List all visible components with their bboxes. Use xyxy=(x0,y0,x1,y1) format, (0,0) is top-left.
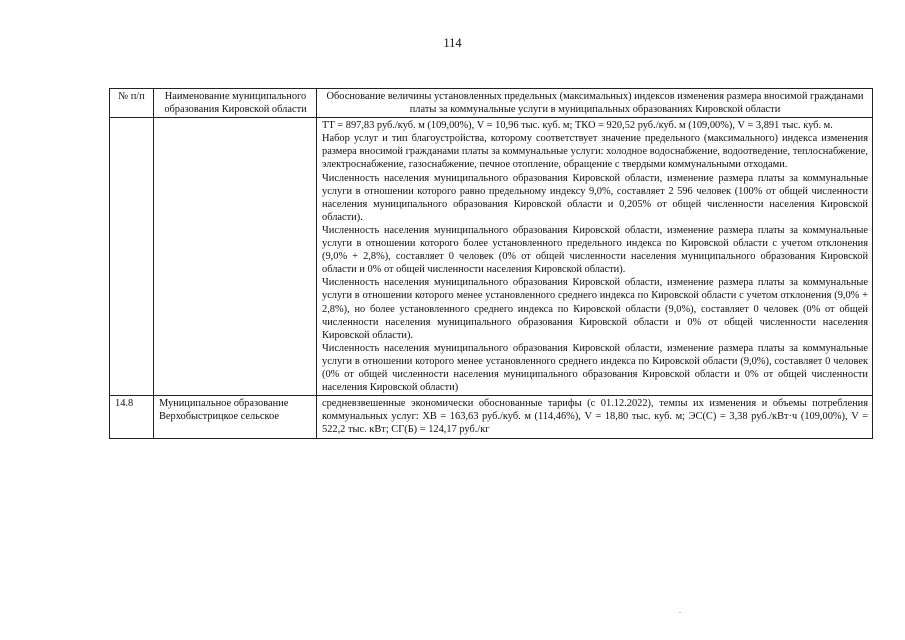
scan-mark xyxy=(679,612,681,613)
page-number: 114 xyxy=(443,36,462,50)
table-row xyxy=(110,396,873,439)
table-row xyxy=(110,118,873,396)
header-justification: Обоснование величины установленных предельных (максимальных) индексов изменения размера вносимой гражданами платы за коммунальные услуги в муниципальных образованиях Кировской области xyxy=(317,89,873,118)
paragraph-population-between: Численность населения муниципального образования Кировской области, изменение размера платы за коммунальные услуги в отношении которого менее установленного среднего индекса по Кировской области с учетом отклонения (9,0% + 2,8%), но более установленного среднего индекса по Кировской области (9,0%), составляет 0 человек (0% от общей численности населения муниципального образования Кировской области и 0% от общей численности населения Кировской области). xyxy=(322,277,868,341)
justification-cell xyxy=(317,396,873,439)
header-number: № п/п xyxy=(110,89,154,118)
tariff-index-table xyxy=(109,88,873,439)
municipality-cell xyxy=(154,396,317,439)
municipality-name: Муниципальное образование Верхобыстрицкое сельское xyxy=(159,398,289,423)
header-municipality: Наименование муниципального образования Кировской области xyxy=(154,89,317,118)
paragraph-tariffs: средневзвешенные экономически обоснованные тарифы (с 01.12.2022), темпы их изменения и объемы потребления коммунальных услуг: ХВ = 163,63 руб./куб. м (114,46%), V = 18,80 тыс. куб. м; ЭС(С) = 3,38 руб./кВт·ч (109,00%), V = 522,2 тыс. кВт; СГ(Б) = 124,17 руб./кг xyxy=(322,398,868,436)
row-number-cell xyxy=(110,118,154,396)
justification-cell xyxy=(317,118,873,396)
municipality-cell xyxy=(154,118,317,396)
paragraph-population-below: Численность населения муниципального образования Кировской области, изменение размера платы за коммунальные услуги в отношении которого менее установленного среднего индекса по Кировской области (9,0%), составляет 0 человек (0% от общей численности населения муниципального образования Кировской области и 0% от общей численности населения Кировской области) xyxy=(322,342,868,394)
paragraph-population-above: Численность населения муниципального образования Кировской области, изменение размера платы за коммунальные услуги в отношении которого более установленного предельного индекса по Кировской области с учетом отклонения (9,0% + 2,8%), составляет 0 человек (0% от общей численности населения муниципального образования Кировской области и 0% от общей численности населения Кировской области). xyxy=(322,224,868,276)
table-header-row xyxy=(110,89,873,118)
paragraph-services: Набор услуг и тип благоустройства, которому соответствует значение предельного (максимального) индекса изменения размера вносимой гражданами платы за коммунальные услуги: холодное водоснабжение, водоотведение, теплоснабжение, электроснабжение, газоснабжение, печное отопление, обращение с твердыми коммунальными отходами. xyxy=(322,133,868,171)
paragraph-tariffs: ТТ = 897,83 руб./куб. м (109,00%), V = 10,96 тыс. куб. м; ТКО = 920,52 руб./куб. м (109,00%), V = 3,891 тыс. куб. м. xyxy=(322,120,833,132)
row-number-cell: 14.8 xyxy=(110,396,154,439)
paragraph-population-equal: Численность населения муниципального образования Кировской области, изменение размера платы за коммунальные услуги в отношении которого равно предельному индексу 9,0%, составляет 2 596 человек (100% от общей численности населения муниципального образования Кировской области и 0,205% от общей численности населения Кировской области). xyxy=(322,172,868,223)
